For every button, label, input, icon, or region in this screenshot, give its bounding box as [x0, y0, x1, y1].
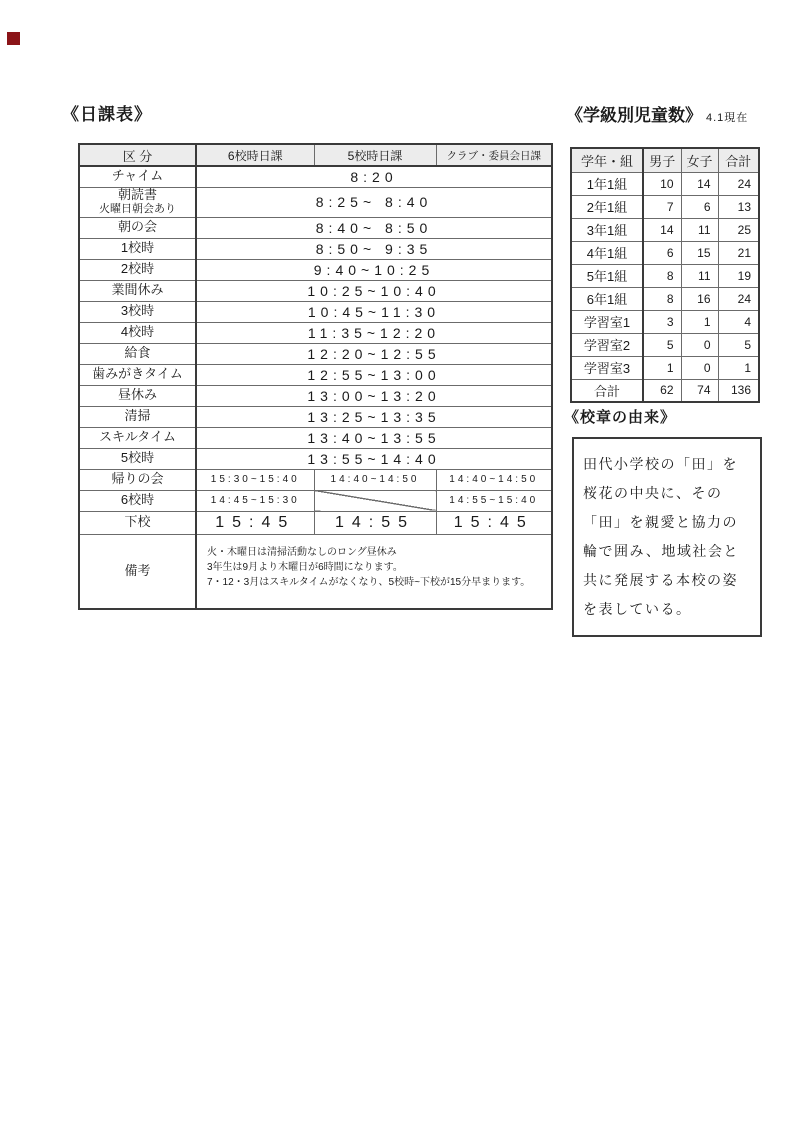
schedule-row	[79, 343, 552, 364]
count-cell: 8	[643, 287, 681, 310]
schedule-row	[79, 217, 552, 238]
count-cell: 24	[718, 287, 759, 310]
class-name-cell: 学習室1	[571, 310, 643, 333]
count-cell: 1	[643, 356, 681, 379]
count-cell: 0	[681, 333, 718, 356]
class-counts-col-header: 学年・組	[571, 148, 643, 172]
schedule-time-cell: 8:25~ 8:40	[196, 187, 552, 217]
schedule-row	[79, 511, 552, 534]
schedule-time-cell: 8:40~ 8:50	[196, 217, 552, 238]
count-cell: 11	[681, 218, 718, 241]
count-cell: 5	[643, 333, 681, 356]
class-counts-row	[571, 287, 759, 310]
schedule-time-cell: 15:45	[196, 511, 314, 534]
class-counts-total-row	[571, 379, 759, 402]
count-cell: 3	[643, 310, 681, 333]
class-counts-row	[571, 264, 759, 287]
count-cell: 14	[643, 218, 681, 241]
class-counts-row	[571, 333, 759, 356]
schedule-col-header: 6校時日課	[196, 144, 314, 166]
class-counts-table	[570, 147, 760, 403]
count-cell: 6	[643, 241, 681, 264]
schedule-row	[79, 301, 552, 322]
schedule-row-label: 5校時	[79, 448, 196, 469]
schedule-row	[79, 259, 552, 280]
note-line: 火・木曜日は清掃活動なしのロング昼休み	[207, 546, 397, 558]
class-counts-title	[566, 101, 748, 126]
class-counts-asof: 4.1現在	[706, 112, 749, 124]
schedule-header-row	[79, 144, 552, 166]
count-cell: 62	[643, 379, 681, 402]
schedule-col-header: クラブ・委員会日課	[436, 144, 552, 166]
schedule-row-label: 朝の会	[79, 217, 196, 238]
schedule-row	[79, 406, 552, 427]
count-cell: 7	[643, 195, 681, 218]
class-counts-row	[571, 310, 759, 333]
schedule-row	[79, 280, 552, 301]
schedule-row-label: 1校時	[79, 238, 196, 259]
class-name-cell: 1年1組	[571, 172, 643, 195]
schedule-row-label: チャイム	[79, 166, 196, 187]
schedule-row	[79, 166, 552, 187]
count-cell: 8	[643, 264, 681, 287]
schedule-time-cell: 13:25~13:35	[196, 406, 552, 427]
class-counts-row	[571, 172, 759, 195]
schedule-time-cell: 12:20~12:55	[196, 343, 552, 364]
schedule-row-label: スキルタイム	[79, 427, 196, 448]
schedule-row	[79, 534, 552, 609]
count-cell: 11	[681, 264, 718, 287]
count-cell: 10	[643, 172, 681, 195]
schedule-row	[79, 469, 552, 490]
schedule-time-cell: 15:30~15:40	[196, 469, 314, 490]
schedule-row	[79, 427, 552, 448]
schedule-row-label: 備考	[79, 534, 196, 609]
schedule-time-cell: 9:40~10:25	[196, 259, 552, 280]
count-cell: 25	[718, 218, 759, 241]
count-cell: 6	[681, 195, 718, 218]
class-counts-title-text: 《学級別児童数》	[566, 106, 702, 125]
class-counts-header-row	[571, 148, 759, 172]
schedule-col-header: 5校時日課	[314, 144, 436, 166]
schedule-row	[79, 238, 552, 259]
count-cell: 15	[681, 241, 718, 264]
class-counts-row	[571, 218, 759, 241]
class-counts-col-header: 合計	[718, 148, 759, 172]
schedule-row-label: 業間休み	[79, 280, 196, 301]
count-cell: 13	[718, 195, 759, 218]
schedule-time-cell: 14:55	[314, 511, 436, 534]
schedule-time-cell: 10:25~10:40	[196, 280, 552, 301]
schedule-empty-diagonal-cell	[314, 490, 436, 511]
schedule-row	[79, 448, 552, 469]
schedule-row	[79, 322, 552, 343]
class-name-cell: 学習室2	[571, 333, 643, 356]
class-name-cell: 2年1組	[571, 195, 643, 218]
class-name-cell: 合計	[571, 379, 643, 402]
count-cell: 0	[681, 356, 718, 379]
schedule-row	[79, 187, 552, 217]
class-name-cell: 6年1組	[571, 287, 643, 310]
class-name-cell: 5年1組	[571, 264, 643, 287]
class-counts-row	[571, 241, 759, 264]
emblem-description-box: 田代小学校の「田」を桜花の中央に、その「田」を親愛と協力の輪で囲み、地域社会と共に発展する本校の姿を表している。	[572, 437, 762, 637]
schedule-time-cell: 13:55~14:40	[196, 448, 552, 469]
schedule-time-cell: 13:40~13:55	[196, 427, 552, 448]
schedule-row-label: 給食	[79, 343, 196, 364]
count-cell: 1	[681, 310, 718, 333]
class-name-cell: 4年1組	[571, 241, 643, 264]
schedule-row-label: 歯みがきタイム	[79, 364, 196, 385]
count-cell: 4	[718, 310, 759, 333]
class-counts-col-header: 女子	[681, 148, 718, 172]
schedule-time-cell: 14:45~15:30	[196, 490, 314, 511]
count-cell: 136	[718, 379, 759, 402]
note-line: 7・12・3月はスキルタイムがなくなり、5校時~下校が15分早まります。	[207, 576, 531, 588]
schedule-row-label: 帰りの会	[79, 469, 196, 490]
count-cell: 24	[718, 172, 759, 195]
schedule-time-cell: 12:55~13:00	[196, 364, 552, 385]
class-name-cell: 学習室3	[571, 356, 643, 379]
class-name-cell: 3年1組	[571, 218, 643, 241]
count-cell: 14	[681, 172, 718, 195]
schedule-time-cell: 14:40~14:50	[436, 469, 552, 490]
schedule-row-label: 3校時	[79, 301, 196, 322]
count-cell: 16	[681, 287, 718, 310]
schedule-row-label: 清掃	[79, 406, 196, 427]
schedule-row-label: 下校	[79, 511, 196, 534]
schedule-row-label: 4校時	[79, 322, 196, 343]
count-cell: 74	[681, 379, 718, 402]
schedule-row	[79, 385, 552, 406]
count-cell: 21	[718, 241, 759, 264]
schedule-row	[79, 490, 552, 511]
schedule-title: 《日課表》	[62, 105, 152, 124]
count-cell: 19	[718, 264, 759, 287]
schedule-time-cell: 15:45	[436, 511, 552, 534]
count-cell: 5	[718, 333, 759, 356]
note-line: 3年生は9月より木曜日が6時間になります。	[207, 561, 403, 573]
corner-marker	[7, 32, 20, 45]
emblem-title: 《校章の由来》	[564, 409, 677, 426]
class-counts-col-header: 男子	[643, 148, 681, 172]
schedule-row-label: 6校時	[79, 490, 196, 511]
schedule-time-cell: 14:55~15:40	[436, 490, 552, 511]
class-counts-row	[571, 195, 759, 218]
schedule-time-cell: 8:20	[196, 166, 552, 187]
schedule-row-label: 朝読書 火曜日朝会あり	[79, 187, 196, 217]
schedule-time-cell: 11:35~12:20	[196, 322, 552, 343]
schedule-row-label: 2校時	[79, 259, 196, 280]
schedule-time-cell: 10:45~11:30	[196, 301, 552, 322]
schedule-time-cell: 8:50~ 9:35	[196, 238, 552, 259]
class-counts-row	[571, 356, 759, 379]
schedule-time-cell: 14:40~14:50	[314, 469, 436, 490]
count-cell: 1	[718, 356, 759, 379]
schedule-notes-cell	[196, 534, 552, 609]
schedule-row-label: 昼休み	[79, 385, 196, 406]
schedule-row	[79, 364, 552, 385]
schedule-time-cell: 13:00~13:20	[196, 385, 552, 406]
schedule-col-header: 区 分	[79, 144, 196, 166]
schedule-table	[78, 143, 553, 610]
